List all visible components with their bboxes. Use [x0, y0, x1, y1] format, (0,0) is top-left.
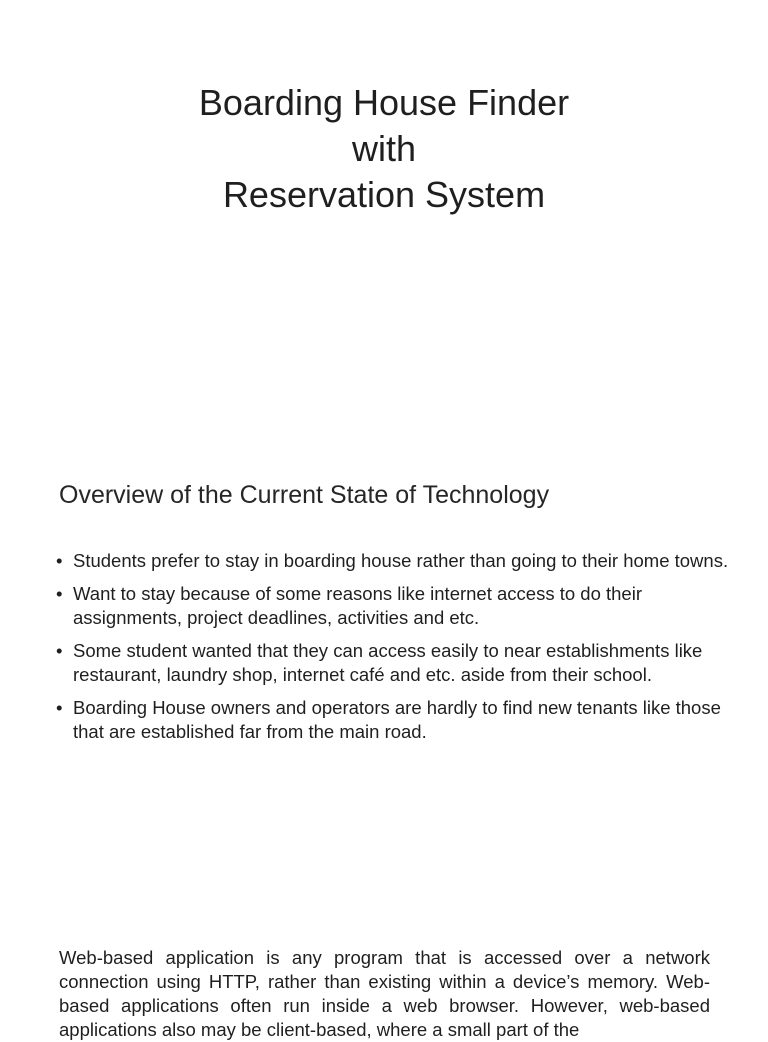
title-line-2: with — [351, 128, 417, 169]
bullet-text: Some student wanted that they can access easily to near establishments like restaurant, laundry shop, internet café and etc. aside from their school. — [73, 640, 703, 685]
document-title — [0, 80, 768, 218]
bullet-icon: • — [56, 550, 63, 571]
bullet-item — [56, 696, 736, 744]
section-heading: Overview of the Current State of Technology — [59, 481, 550, 509]
bullet-item — [56, 639, 736, 687]
title-line-1: Boarding House Finder — [198, 82, 570, 123]
bullet-list — [56, 549, 736, 753]
bullet-icon: • — [56, 583, 63, 604]
title-line-3: Reservation System — [222, 174, 546, 215]
bullet-text: Want to stay because of some reasons like internet access to do their assignments, project deadlines, activities and etc. — [73, 583, 642, 628]
bullet-text: Boarding House owners and operators are hardly to find new tenants like those that are established far from the main road. — [73, 697, 721, 742]
bullet-icon: • — [56, 697, 63, 718]
body-paragraph: Web-based application is any program that is accessed over a network connection using HTTP, rather than existing within a device’s memory. Web-based applications often run inside a web browser. However, web-based applications also may be client-based, where a small part of the — [59, 947, 710, 1040]
bullet-icon: • — [56, 640, 63, 661]
bullet-item — [56, 582, 736, 630]
bullet-text: Students prefer to stay in boarding house rather than going to their home towns. — [73, 550, 729, 571]
bullet-item — [56, 549, 736, 573]
